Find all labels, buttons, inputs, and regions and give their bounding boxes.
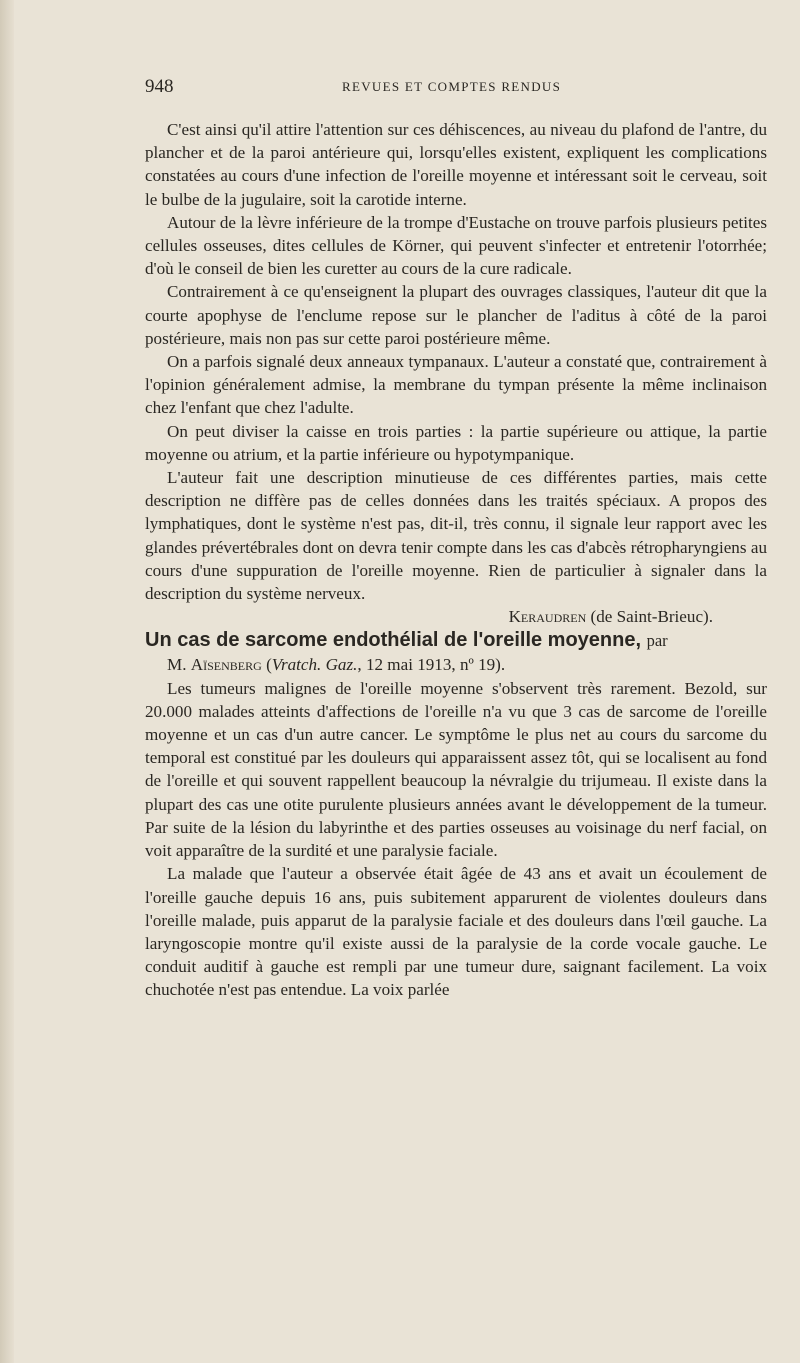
journal-name: Vratch. Gaz. bbox=[271, 655, 358, 675]
ref-details: , 12 mai 1913, nº 19). bbox=[357, 655, 506, 675]
author-name: Aïsenberg bbox=[190, 655, 262, 675]
signature-name: Keraudren bbox=[508, 607, 587, 627]
page-edge-shadow bbox=[0, 0, 14, 1363]
article-by: par bbox=[646, 631, 668, 651]
page-header bbox=[145, 76, 767, 100]
paragraph: L'auteur fait une description minutieuse de ces différentes parties, mais cette description ne diffère pas de celles données dans les traités spéciaux. A propos des lymphatiques, dont le système n'est pas, dit-il, très connu, il signale leur rapport avec les glandes prévertébrales dont on devra tenir compte dans les cas d'abcès rétropharyngiens au cours d'une suppuration de l'oreille moyenne. Rien de particulier à signaler dans la description du système nerveux. bbox=[145, 468, 767, 604]
running-head: REVUES ET COMPTES RENDUS bbox=[342, 79, 562, 94]
review-signature bbox=[145, 605, 767, 628]
paragraph: La malade que l'auteur a observée était âgée de 43 ans et avait un écoulement de l'oreille gauche depuis 16 ans, puis subitement apparurent de violentes douleurs dans l'oreille malade, puis apparut de la paralysie faciale et des douleurs dans l'œil gauche. La laryngoscopie montre qu'il existe aussi de la paralysie de la corde vocale gauche. Le conduit auditif à gauche est rempli par une tumeur dure, saignant facilement. La voix chuchotée n'est pas entendue. La voix parlée bbox=[145, 864, 767, 1000]
ref-open: ( bbox=[266, 655, 272, 675]
article-heading bbox=[145, 628, 767, 653]
paragraph: On a parfois signalé deux anneaux tympanaux. L'auteur a constaté que, contrairement à l'opinion généralement admise, la membrane du tympan présente la même inclinaison chez l'enfant que chez l'adulte. bbox=[145, 352, 767, 418]
article-reference bbox=[145, 653, 767, 676]
paragraph: Contrairement à ce qu'enseignent la plupart des ouvrages classiques, l'auteur dit que la courte apophyse de l'enclume repose sur le plancher de l'aditus à côté de la paroi postérieure, mais non pas sur cette paroi postérieure même. bbox=[145, 282, 767, 348]
article-title: Un cas de sarcome endothélial de l'oreille moyenne, bbox=[145, 629, 642, 652]
page-number: 948 bbox=[145, 76, 174, 97]
paragraph: Les tumeurs malignes de l'oreille moyenne s'observent très rarement. Bezold, sur 20.000 malades atteints d'affections de l'oreille n'a vu que 3 cas de sarcome de l'oreille moyenne et un cas d'un autre cancer. Le symptôme le plus net au cours du sarcome du temporal est constitué par les douleurs qui apparaissent assez tôt, qui se localisent au fond de l'oreille et qui souvent rappellent beaucoup la névralgie du trijumeau. Il existe dans la plupart des cas une otite purulente plusieurs années avant le développement de la tumeur. Par suite de la lésion du labyrinthe et des parties osseuses au voisinage du nerf facial, on voit apparaître de la surdité et une paralysie faciale. bbox=[145, 678, 767, 861]
author-prefix: M. bbox=[167, 655, 187, 675]
article-body bbox=[145, 118, 767, 1002]
paragraph: Autour de la lèvre inférieure de la trompe d'Eustache on trouve parfois plusieurs petites cellules osseuses, dites cellules de Körner, qui peuvent s'infecter et entretenir l'otorrhée; d'où le conseil de bien les curetter au cours de la cure radicale. bbox=[145, 212, 767, 279]
paragraph: C'est ainsi qu'il attire l'attention sur ces déhiscences, au niveau du plafond de l'antre, du plancher et de la paroi antérieure qui, lorsqu'elles existent, expliquent les complications constatées au cours d'une infection de l'oreille moyenne et intéressant soit le cerveau, soit le bulbe de la jugulaire, soit la carotide interne. bbox=[145, 120, 767, 209]
signature-place: (de Saint-Brieuc). bbox=[590, 607, 713, 627]
paragraph: On peut diviser la caisse en trois parties : la partie supérieure ou attique, la partie moyenne ou atrium, et la partie inférieure ou hypotympanique. bbox=[145, 421, 767, 464]
